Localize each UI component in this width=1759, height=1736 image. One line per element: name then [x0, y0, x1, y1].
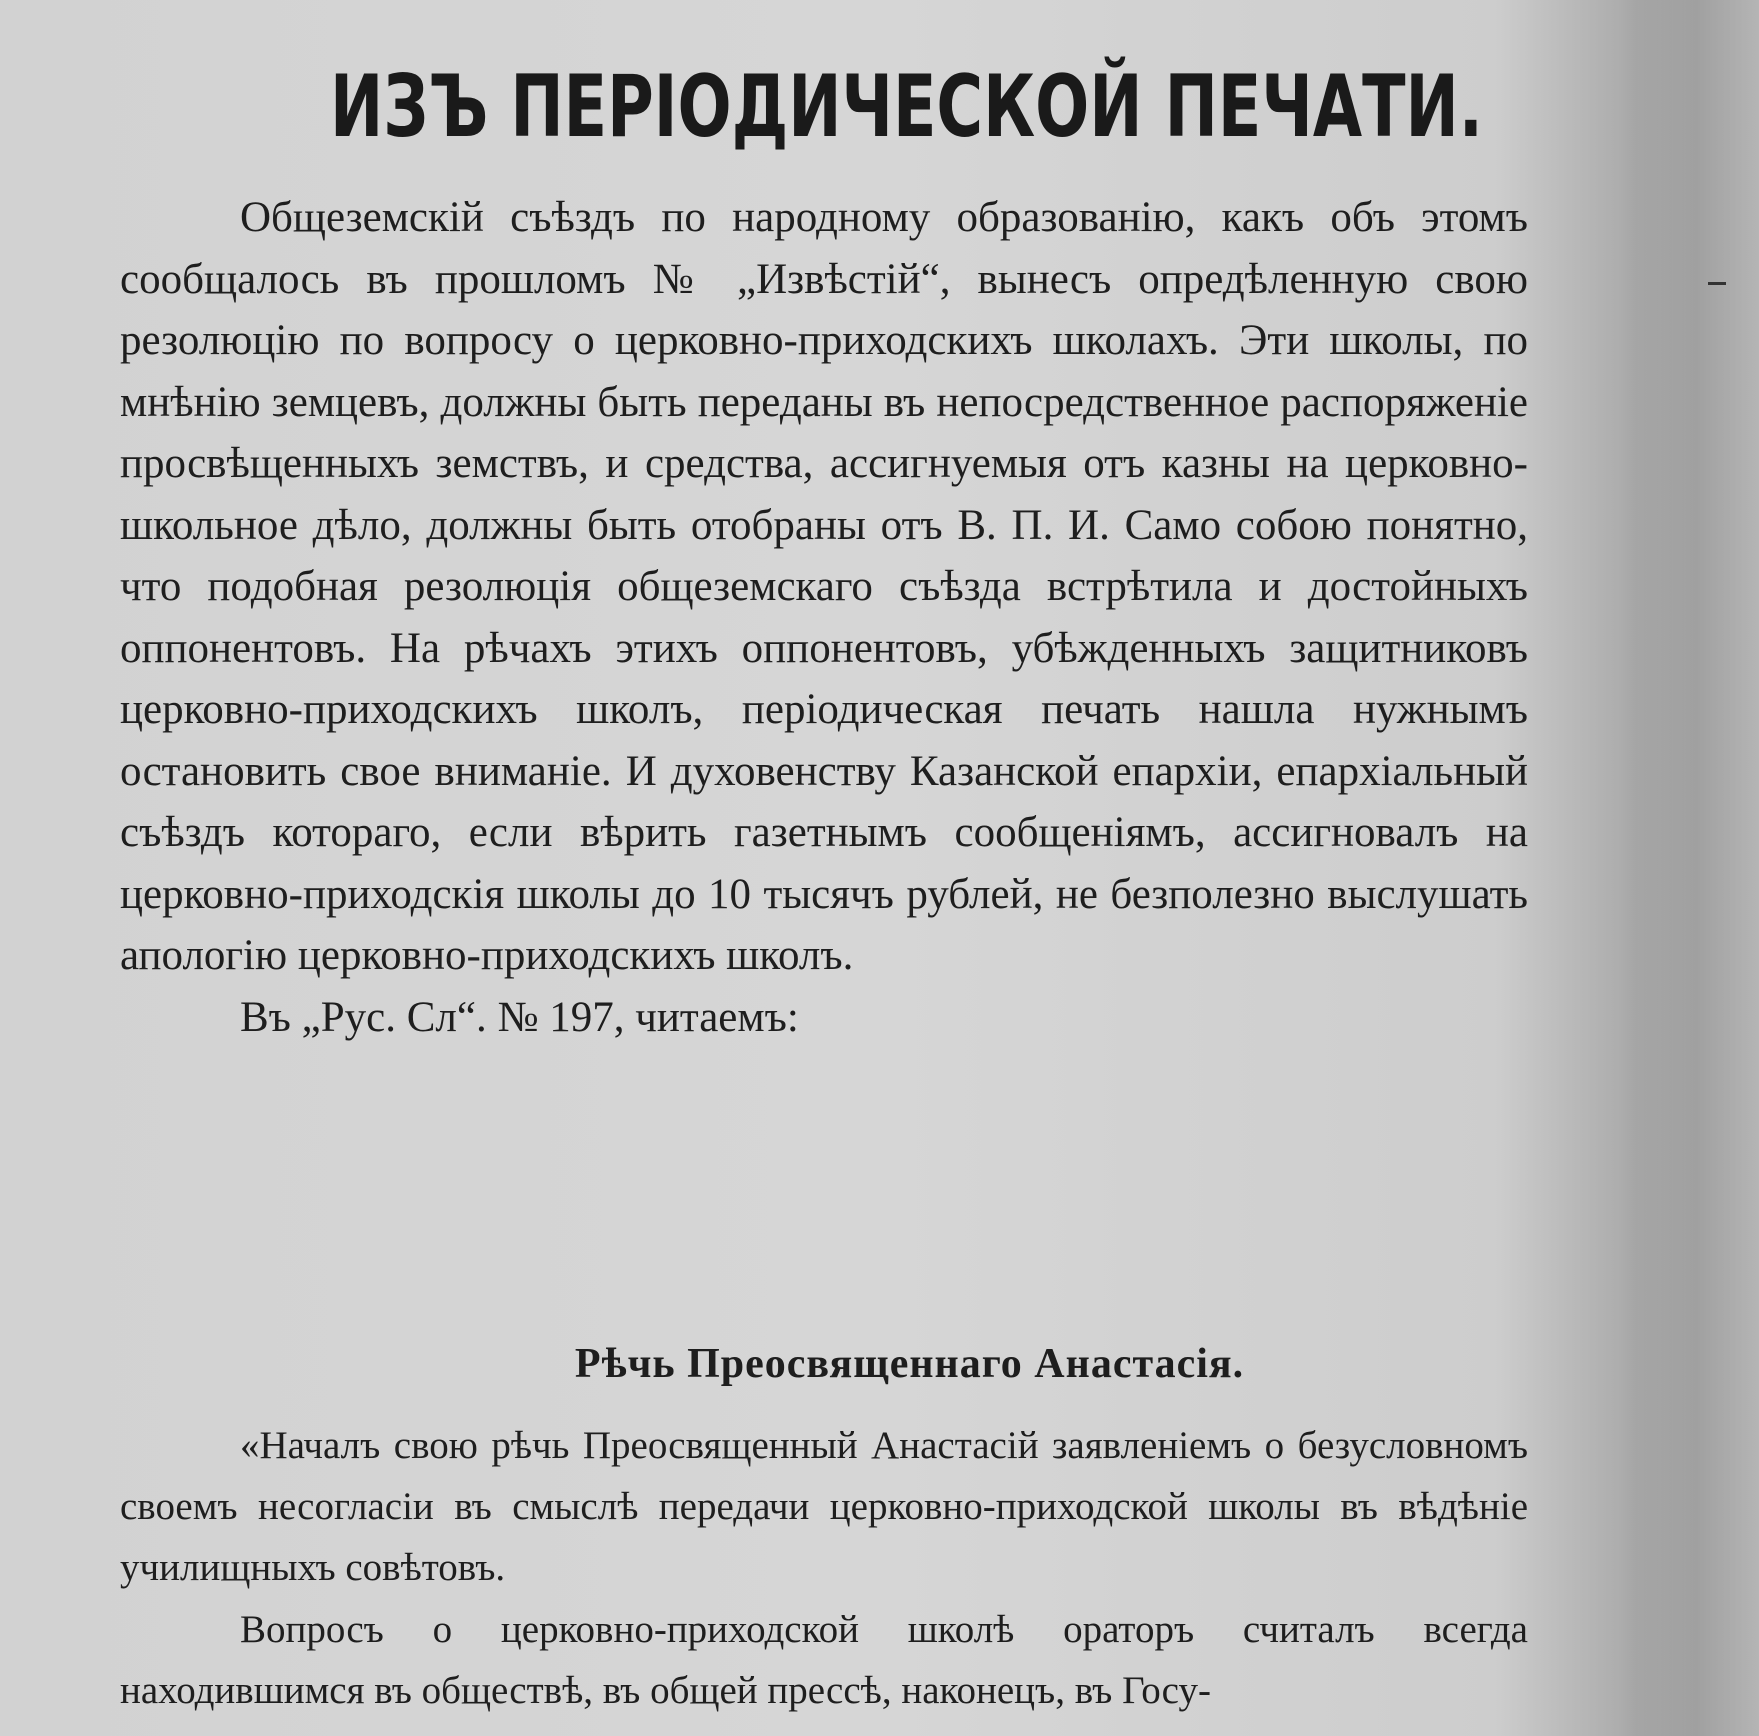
paragraph-citation: Въ „Рус. Сл“. № 197, читаемъ: — [240, 993, 799, 1041]
article-body — [120, 187, 1528, 1048]
section-heading: Рѣчь Преосвященнаго Анастасія. — [574, 1341, 1245, 1387]
quoted-speech — [120, 1415, 1528, 1721]
margin-mark — [1708, 282, 1726, 285]
page-title: ИЗЪ ПЕРІОДИЧЕСКОЙ ПЕЧАТИ. — [330, 57, 1483, 157]
paragraph-intro: Общеземскій съѣздъ по народному образованію, какъ объ этомъ сообщалось въ прошломъ № „Извѣстій“, вынесъ опредѣленную свою резолюцію по вопросу о церковно-приходскихъ школахъ. Эти школы, по мнѣнію земцевъ, должны быть переданы въ непосредственное распоряженіе просвѣщенныхъ земствъ, и средства, ассигнуемыя отъ казны на церковно-школьное дѣло, должны быть отобраны отъ В. П. И. Само собою понятно, что подобная резолюція общеземскаго съѣзда встрѣтила и достойныхъ оппонентовъ. На рѣчахъ этихъ оппонентовъ, убѣжденныхъ защитниковъ церковно-приходскихъ школъ, періодическая печать нашла нужнымъ остановить свое вниманіе. И духовенству Казанской епархіи, епархіальный съѣздъ котораго, если вѣрить газетнымъ сообщеніямъ, ассигновалъ на церковно-приходскія школы до 10 тысячъ рублей, не безполезно выслушать апологію церковно-приходскихъ школъ. — [120, 194, 1528, 979]
quote-paragraph-2: Вопросъ о церковно-приходской школѣ ораторъ считалъ всегда находившимся въ обществѣ, въ общей прессѣ, наконецъ, въ Госу- — [120, 1608, 1528, 1712]
binding-shadow — [1619, 0, 1759, 1736]
quote-paragraph-1: «Началъ свою рѣчь Преосвященный Анастасій заявленіемъ о безусловномъ своемъ несогласіи въ смыслѣ передачи церковно-приходской школы въ вѣдѣніе училищныхъ совѣтовъ. — [120, 1424, 1528, 1589]
